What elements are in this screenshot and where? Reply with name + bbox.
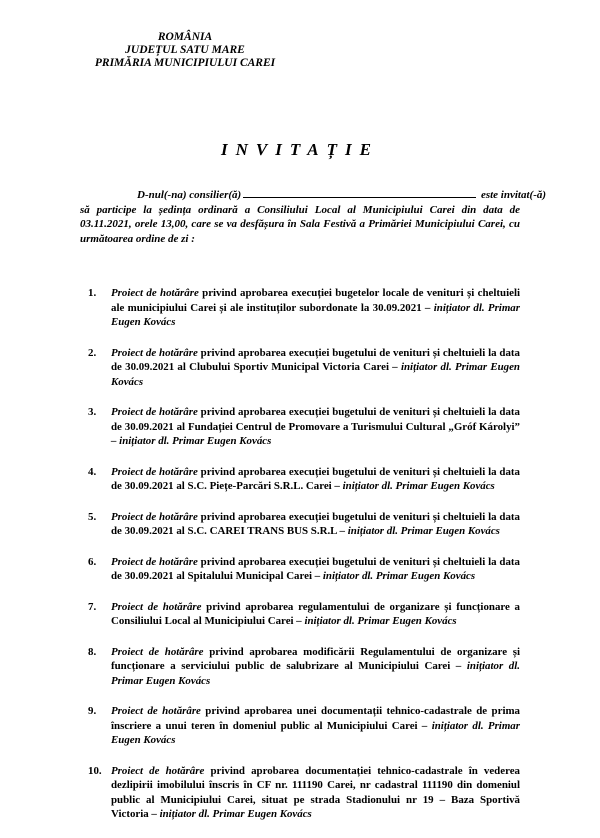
agenda-item-initiator: – inițiator dl. Primar Eugen Kovács [334,480,495,492]
agenda-item-title: Proiect de hotărâre [111,465,198,478]
agenda-item-number: 9. [88,705,97,717]
agenda-item [88,286,520,330]
invited-label: este invitat(-ă) [480,189,547,201]
name-blank-line [243,188,476,198]
agenda-list [88,286,520,838]
agenda-item-description: privind aprobarea regulamentului de organizare și funcționare a Consiliului Local al Municipiului Carei [111,600,520,627]
agenda-item-title: Proiect de hotărâre [111,555,198,568]
agenda-item-initiator: – inițiator dl. Primar Eugen Kovács [111,719,520,746]
agenda-item [88,555,520,584]
invitation-body: să participe la ședința ordinară a Consiliului Local al Municipiului Carei din data de 03.11.2021, orele 13,00, care se va desfășura în Sala Festivă a Primăriei Municipiului Carei, cu următoarea ordine de zi : [80,203,520,246]
agenda-item-number: 6. [88,555,97,568]
agenda-item-initiator: – inițiator dl. Primar Eugen Kovács [111,361,520,388]
agenda-item-description: privind aprobarea execuției bugetului de venituri și cheltuieli la data de 30.09.2021 al Clubului Sportiv Municipal Victoria Carei [111,346,520,373]
agenda-item-number: 5. [88,510,97,523]
agenda-item [88,600,520,629]
agenda-item [88,704,520,748]
agenda-item-title: Proiect de hotărâre [111,346,198,359]
agenda-item-description: privind aprobarea execuției bugetului de venituri și cheltuieli la data de 30.09.2021 al Fundației Centrul de Promovare a Turismului Cultural „Gróf Károlyi” [111,406,520,433]
agenda-item-number: 7. [88,600,97,613]
addressee-label: D-nul(-na) consilier(ă) [137,189,242,201]
agenda-item-description: privind aprobarea documentației tehnico-cadastrale în vederea dezlipirii imobilului înscris în CF nr. 111190 Carei, nr cadastral 111190 din domeniul public al Municipiului Carei, situat pe strada Stadionului nr 19 – Baza Sportivă Victoria – [111,764,520,820]
agenda-item-number: 3. [88,406,97,418]
agenda-item-title: Proiect de hotărâre [111,287,199,299]
agenda-item [88,645,520,689]
agenda-item-number: 10. [88,764,102,777]
agenda-item [88,346,520,390]
agenda-item [88,405,520,449]
agenda-item-initiator: – inițiator dl. Primar Eugen Kovács [339,525,500,537]
header-country: ROMÂNIA [157,31,213,43]
agenda-item-initiator: inițiator dl. Primar Eugen Kovács [159,808,312,820]
agenda-item-initiator: – inițiator dl. Primar Eugen Kovács [111,660,520,687]
addressee-line [80,188,547,203]
agenda-item-initiator: – inițiator dl. Primar Eugen Kovács [111,435,272,447]
agenda-item [88,510,520,539]
institution-header [80,31,290,70]
agenda-item-description: privind aprobarea execuției bugetului de venituri și cheltuieli la data de 30.09.2021 al S.C. CAREI TRANS BUS S.R.L [111,510,520,537]
agenda-item [88,465,520,494]
agenda-item-title: Proiect de hotărâre [111,645,204,658]
invitation-intro [80,188,547,247]
agenda-item-initiator: – inițiator dl. Primar Eugen Kovács [314,570,476,582]
agenda-item-number: 1. [88,287,97,299]
agenda-item-title: Proiect de hotărâre [111,406,198,418]
agenda-item-description: privind aprobarea execuției bugetului de venituri și cheltuieli la data de 30.09.2021 al S.C. Piețe-Parcări S.R.L. Carei [111,465,520,492]
agenda-item-number: 2. [88,346,97,359]
agenda-item-number: 4. [88,465,97,478]
agenda-item-initiator: – inițiator dl. Primar Eugen Kovács [111,301,520,328]
agenda-item-description: privind aprobarea execuției bugetului de venituri și cheltuieli la data de 30.09.2021 al Spitalului Municipal Carei [111,555,520,582]
agenda-item-title: Proiect de hotărâre [111,600,202,613]
agenda-item-description: privind aprobarea unei documentații tehnico-cadastrale de prima înscriere a unui teren în domeniul public al Municipiului Carei [111,705,520,732]
agenda-item-initiator: – inițiator dl. Primar Eugen Kovács [296,615,457,627]
agenda-item-description: privind aprobarea modificării Regulamentului de organizare și funcționare a serviciului public de salubrizare al Municipiului Carei [111,645,521,672]
header-county: JUDEȚUL SATU MARE [125,44,245,56]
agenda-item-title: Proiect de hotărâre [111,764,205,777]
agenda-item-title: Proiect de hotărâre [111,510,198,523]
agenda-item-title: Proiect de hotărâre [111,705,201,717]
document-title: INVITAȚIE [221,140,379,159]
header-institution: PRIMĂRIA MUNICIPIULUI CAREI [94,57,276,69]
agenda-item-number: 8. [88,645,97,658]
agenda-item-description: privind aprobarea execuției bugetelor locale de venituri și cheltuieli ale municipiului Carei și ale instituților subordonate la 30.09.2021 [111,287,520,314]
agenda-item [88,764,520,822]
